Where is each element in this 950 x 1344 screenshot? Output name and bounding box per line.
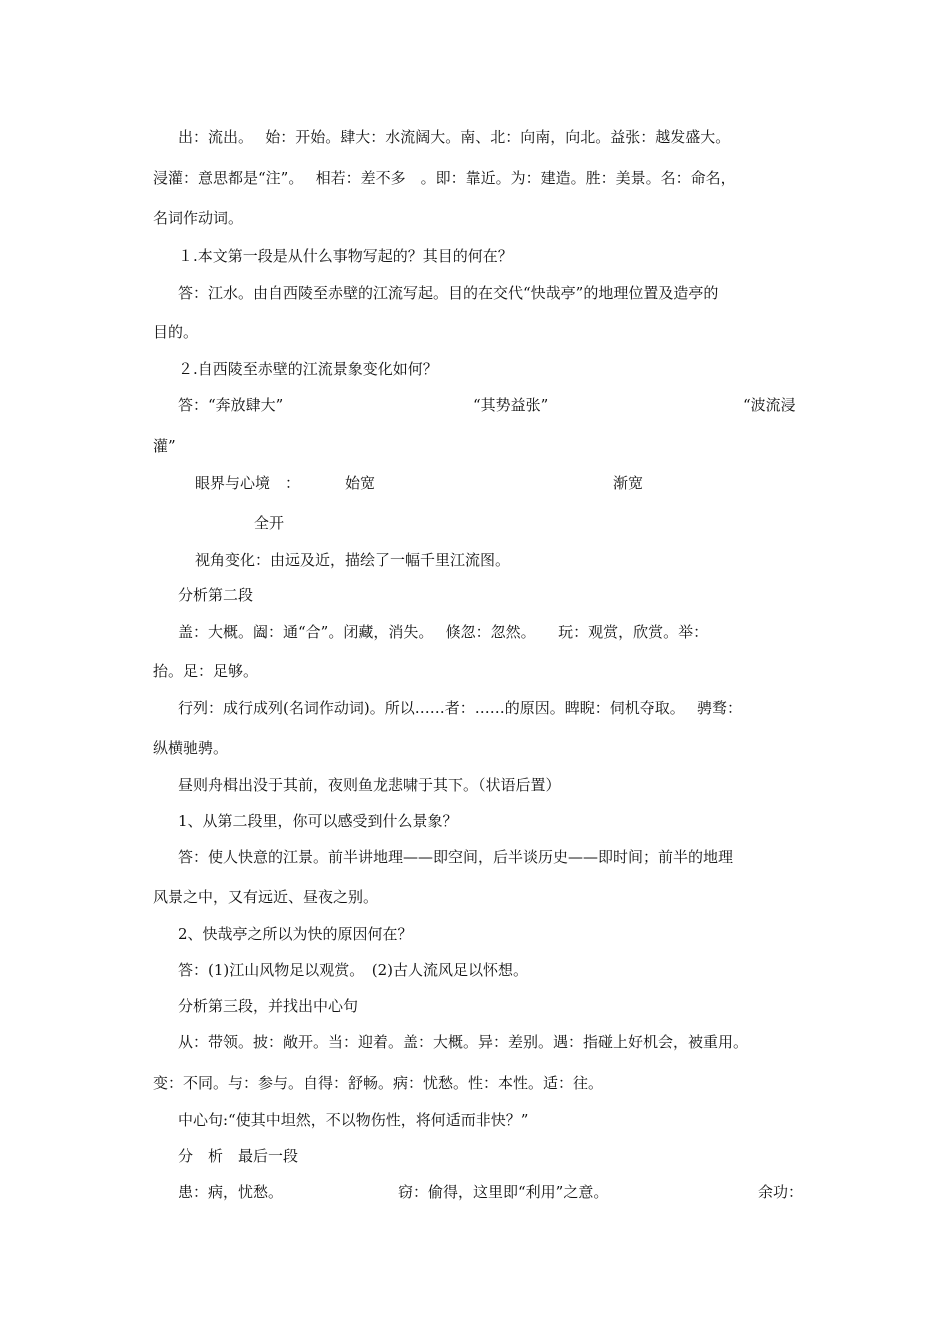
section-heading: 分析第二段 [178, 586, 254, 604]
central-sentence: 中心句:“使其中坦然，不以物伤性，将何适而非快？” [178, 1111, 529, 1129]
answer-line: 答：使人快意的江景。前半讲地理——即空间，后半谈历史——即时间；前半的地理 [178, 848, 734, 866]
answer-line: 答：(1)江山风物足以观赏。 (2)古人流风足以怀想。 [178, 961, 528, 979]
answer-line: 答：“奔放肆大” [178, 396, 284, 414]
answer-line: 答：江水。由自西陵至赤壁的江流写起。目的在交代“快哉亭”的地理位置及造亭的 [178, 284, 719, 302]
text-fragment: 余功： [758, 1183, 804, 1201]
text-fragment: “波流浸 [743, 396, 796, 414]
text-line: 风景之中，又有远近、昼夜之别。 [153, 888, 379, 906]
text-line: 昼则舟楫出没于其前，夜则鱼龙悲啸于其下。（状语后置） [178, 776, 561, 794]
text-line: 抬。足：足够。 [153, 662, 259, 680]
text-fragment: “其势益张” [473, 396, 549, 414]
question-line: 2、快哉亭之所以为快的原因何在？ [178, 925, 413, 943]
question-line: ２.自西陵至赤壁的江流景象变化如何？ [178, 360, 438, 378]
text-line: 行列：成行成列(名词作动词)。所以……者：……的原因。睥睨：伺机夺取。 骋骛： [178, 699, 742, 717]
text-line: 出：流出。 始：开始。肆大：水流阔大。南、北：向南，向北。益张：越发盛大。 [178, 128, 731, 146]
question-line: １.本文第一段是从什么事物写起的？其目的何在？ [178, 247, 513, 265]
text-line: 纵横驰骋。 [153, 739, 229, 757]
text-fragment: 全开 [254, 514, 285, 532]
text-line: 浸灌：意思都是“注”。 相若：差不多 。即：靠近。为：建造。胜：美景。名：命名， [153, 169, 736, 187]
text-line: 变：不同。与：参与。自得：舒畅。病：忧愁。性：本性。适：往。 [153, 1074, 604, 1092]
text-fragment: 窃：偷得，这里即“利用”之意。 [398, 1183, 609, 1201]
text-line: 从：带领。披：敞开。当：迎着。盖：大概。异：差别。遇：指碰上好机会，被重用。 [178, 1033, 749, 1051]
text-line: 灌” [153, 437, 176, 455]
text-fragment: 患：病，忧愁。 [178, 1183, 284, 1201]
section-heading: 分 析 最后一段 [178, 1147, 299, 1165]
text-fragment: 眼界与心境 ： [195, 474, 301, 492]
text-line: 视角变化：由远及近，描绘了一幅千里江流图。 [195, 551, 511, 569]
text-fragment: 渐宽 [613, 474, 644, 492]
text-line: 盖：大概。阖：通“合”。闭藏，消失。 倏忽：忽然。 玩：观赏，欣赏。举： [178, 623, 709, 641]
text-fragment: 始宽 [345, 474, 376, 492]
section-heading: 分析第三段，并找出中心句 [178, 997, 359, 1015]
text-line: 目的。 [153, 323, 199, 341]
question-line: 1、从第二段里，你可以感受到什么景象？ [178, 812, 458, 830]
text-line: 名词作动词。 [153, 209, 244, 227]
